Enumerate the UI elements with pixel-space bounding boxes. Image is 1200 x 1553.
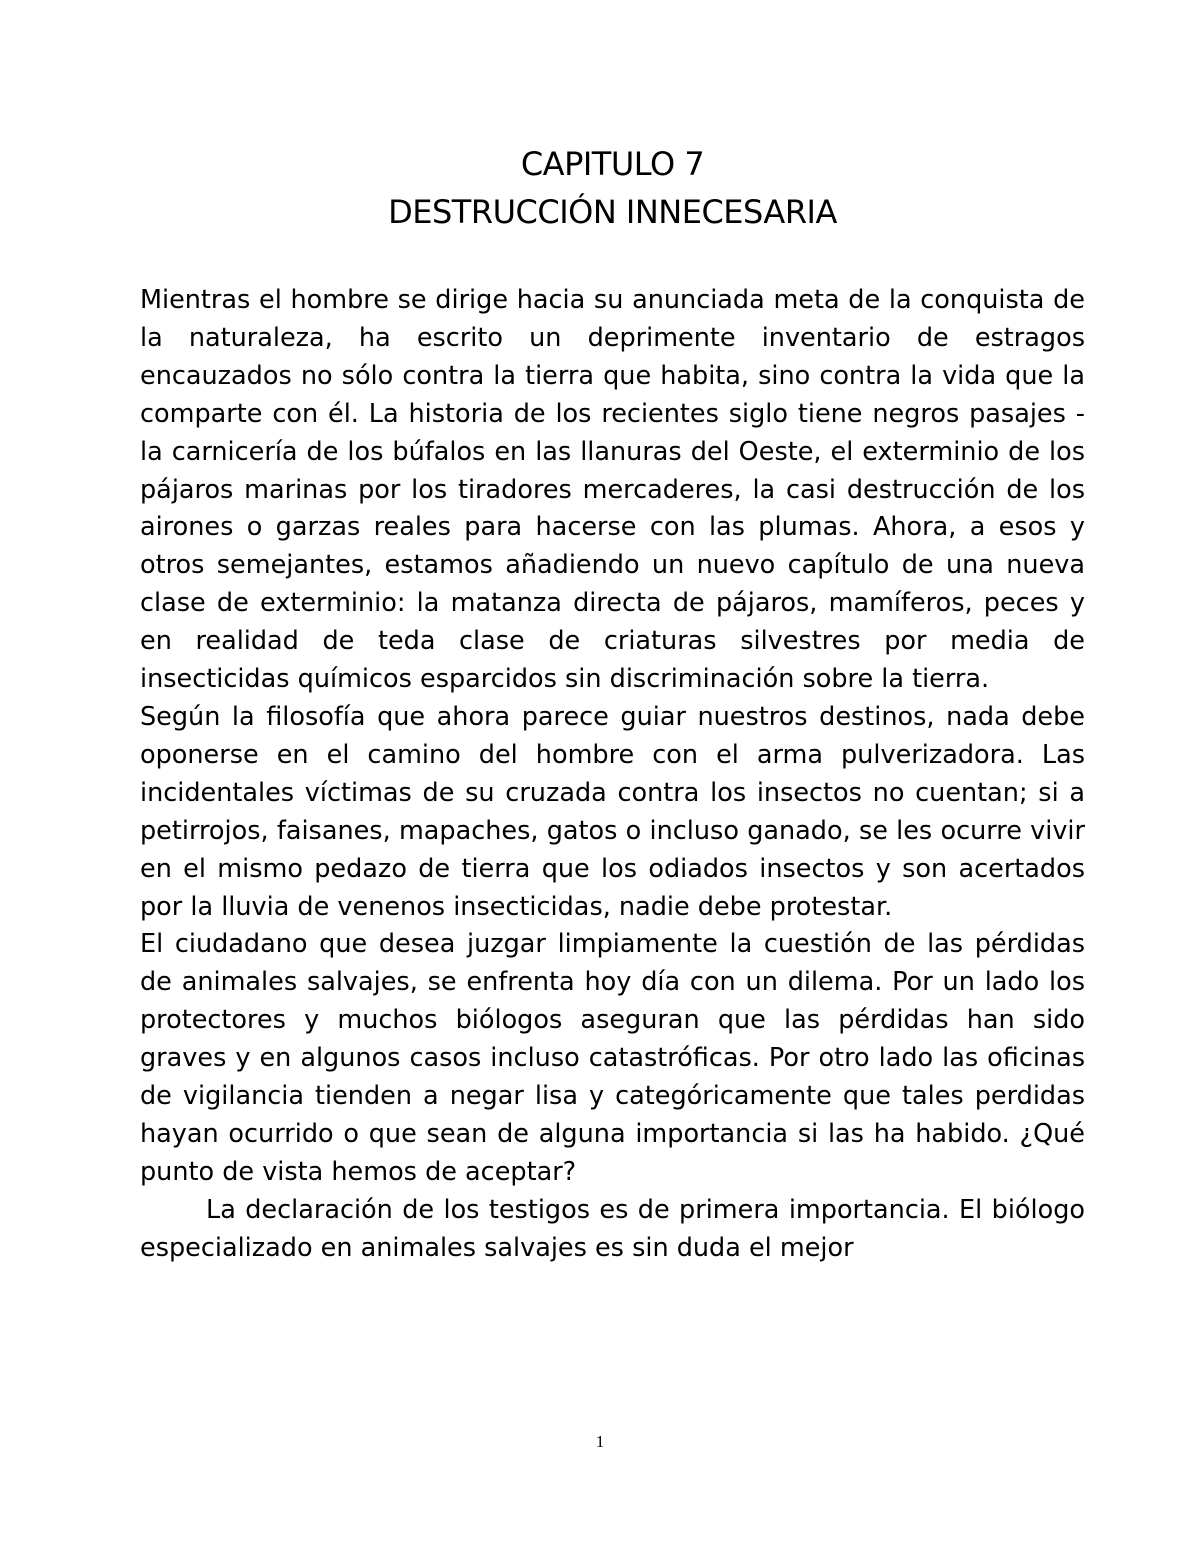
paragraph: Según la filosofía que ahora parece guiar nuestros destinos, nada debe oponerse en el camino del hombre con el arma pulverizadora. Las incidentales víctimas de su cruzada contra los insectos no cuentan; si a petirrojos, faisanes, mapaches, gatos o incluso ganado, se les ocurre vivir en el mismo pedazo de tierra que los odiados insectos y son acertados por la lluvia de venenos insecticidas, nadie debe protestar. <box>140 701 1085 922</box>
paragraph: Mientras el hombre se dirige hacia su anunciada meta de la conquista de la naturaleza, ha escrito un deprimente inventario de estragos encauzados no sólo contra la tierra que habita, sino contra la vida que la comparte con él. La historia de los recientes siglo tiene negros pasajes - la carnicería de los búfalos en las llanuras del Oeste, el exterminio de los pájaros marinas por los tiradores mercaderes, la casi destrucción de los airones o garzas reales para hacerse con las plumas. Ahora, a esos y otros semejantes, estamos añadiendo un nuevo capítulo de una nueva clase de exterminio: la matanza directa de pájaros, mamíferos, peces y en realidad de teda clase de criaturas silvestres por media de insecticidas químicos esparcidos sin discriminación sobre la tierra. <box>140 285 1085 695</box>
body-text <box>140 282 1085 1268</box>
paragraph: La declaración de los testigos es de primera importancia. El biólogo especializado en animales salvajes es sin duda el mejor <box>140 1194 1085 1263</box>
page-number: 1 <box>595 1432 605 1451</box>
chapter-title: DESTRUCCIÓN INNECESARIA <box>388 193 837 231</box>
chapter-heading: CAPITULO 7 <box>520 145 705 183</box>
paragraph: El ciudadano que desea juzgar limpiamente la cuestión de las pérdidas de animales salvajes, se enfrenta hoy día con un dilema. Por un lado los protectores y muchos biólogos aseguran que las pérdidas han sido graves y en algunos casos incluso catastróficas. Por otro lado las oficinas de vigilancia tienden a negar lisa y categóricamente que tales perdidas hayan ocurrido o que sean de alguna importancia si las ha habido. ¿Qué punto de vista hemos de aceptar? <box>140 929 1085 1187</box>
